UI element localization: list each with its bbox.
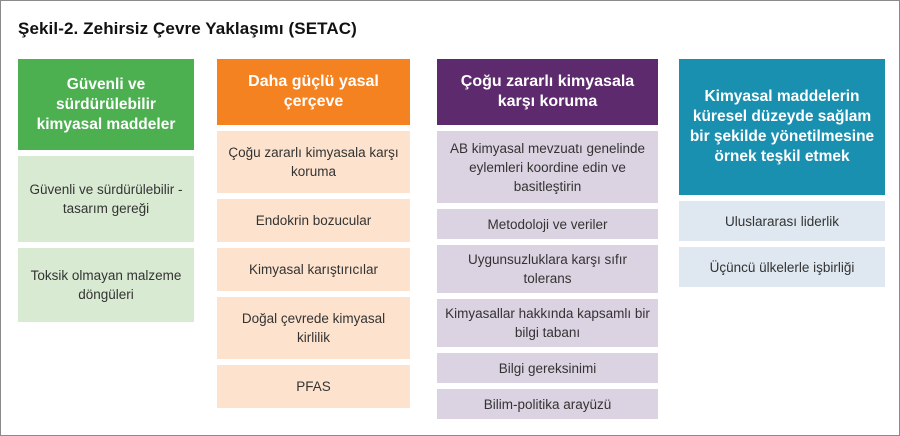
column-item: Toksik olmayan malzeme döngüleri [18,248,194,322]
column-item: PFAS [217,365,410,408]
column-item: Uluslararası liderlik [679,201,885,241]
column-header: Güvenli ve sürdürülebilir kimyasal maddeler [18,59,194,150]
column-item: Üçüncü ülkelerle işbirliği [679,247,885,287]
column-item: Uygunsuzluklara karşı sıfır tolerans [437,245,658,293]
column-global-leadership [679,59,885,287]
column-header: Daha güçlü yasal çerçeve [217,59,410,125]
column-header: Kimyasal maddelerin küresel düzeyde sağlam bir şekilde yönetilmesine örnek teşkil etmek [679,59,885,195]
column-item: Bilgi gereksinimi [437,353,658,383]
column-item: Bilim-politika arayüzü [437,389,658,419]
column-item: AB kimyasal mevzuatı genelinde eylemleri koordine edin ve basitleştirin [437,131,658,203]
column-item: Kimyasal karıştırıcılar [217,248,410,291]
column-safe-sustainable-chemicals [18,59,194,322]
column-item: Kimyasallar hakkında kapsamlı bir bilgi tabanı [437,299,658,347]
figure-title: Şekil-2. Zehirsiz Çevre Yaklaşımı (SETAC) [18,19,357,38]
column-item: Çoğu zararlı kimyasala karşı koruma [217,131,410,193]
column-item: Doğal çevrede kimyasal kirlilik [217,297,410,359]
column-item: Güvenli ve sürdürülebilir -tasarım gereği [18,156,194,242]
column-item: Metodoloji ve veriler [437,209,658,239]
column-protection-harmful-chemicals [437,59,658,419]
column-header: Çoğu zararlı kimyasala karşı koruma [437,59,658,125]
column-item: Endokrin bozucular [217,199,410,242]
column-stronger-legal-framework [217,59,410,408]
